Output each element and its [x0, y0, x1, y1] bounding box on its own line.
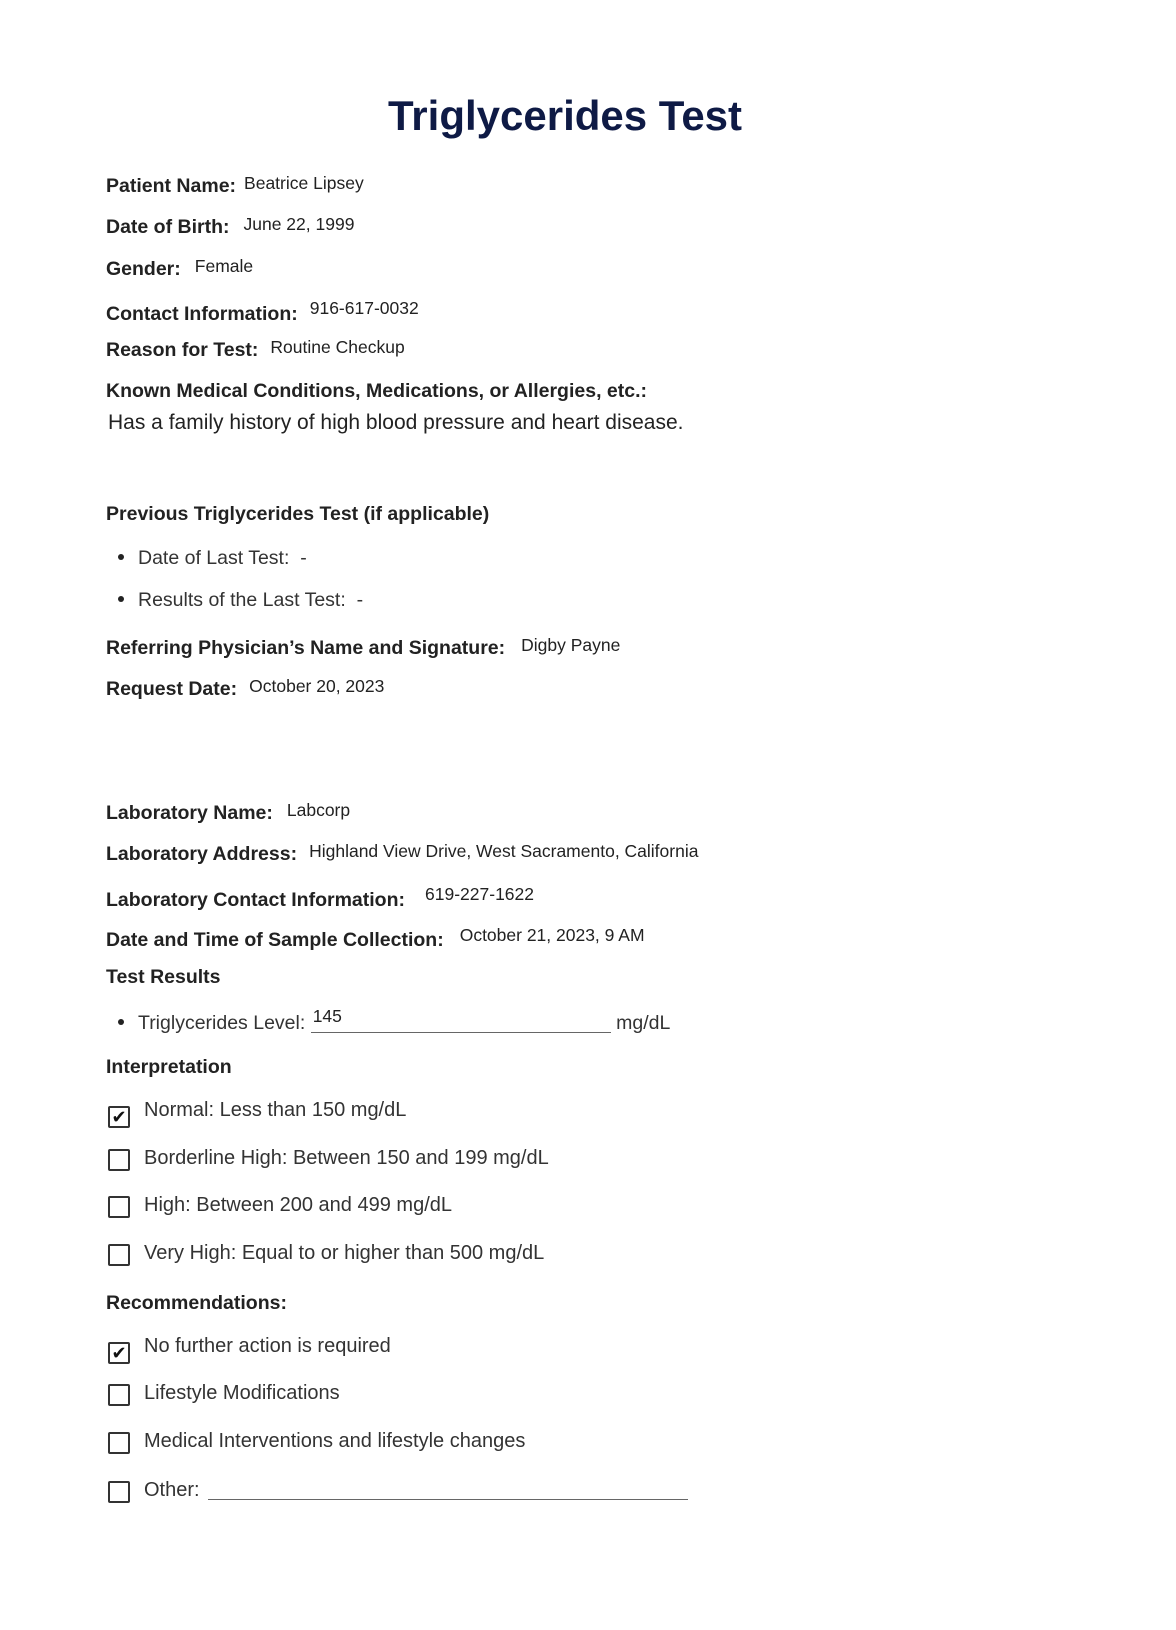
lab-name: Labcorp: [286, 800, 351, 820]
heading: Interpretation: [106, 1056, 232, 1078]
option-label: High: Between 200 and 499 mg/dL: [144, 1194, 452, 1216]
interpretation-heading: [106, 1058, 232, 1078]
value: -: [356, 589, 364, 611]
interpretation-option: [108, 1243, 544, 1266]
checkbox[interactable]: [108, 1244, 130, 1266]
checkbox[interactable]: [108, 1384, 130, 1406]
option-label: Other:: [144, 1479, 200, 1501]
checkbox[interactable]: [108, 1149, 130, 1171]
checkbox[interactable]: [108, 1432, 130, 1454]
label: Date of Last Test:: [138, 547, 290, 569]
option-label: Borderline High: Between 150 and 199 mg/dL: [144, 1147, 549, 1169]
option-label: Lifestyle Modifications: [144, 1382, 340, 1404]
label: Triglycerides Level:: [138, 1012, 306, 1034]
option-label: Very High: Equal to or higher than 500 mg/dL: [144, 1242, 545, 1264]
check-icon: ✔: [111, 1107, 127, 1127]
bullet: [118, 596, 124, 602]
dob: June 22, 1999: [243, 214, 355, 234]
interpretation-option: [108, 1195, 452, 1218]
label: Gender:: [106, 258, 181, 280]
label: Laboratory Name:: [106, 802, 273, 824]
checked-checkbox[interactable]: [108, 1106, 130, 1128]
contact-field: [106, 300, 419, 325]
label: Referring Physician’s Name and Signature:: [106, 637, 506, 659]
test-results-heading: [106, 968, 221, 988]
triglycerides-level: [118, 1006, 671, 1034]
gender: Female: [194, 256, 254, 276]
heading: Previous Triglycerides Test (if applicable): [106, 503, 490, 525]
bullet: [118, 554, 124, 560]
lab-contact: 619-227-1622: [425, 884, 534, 904]
last-test-date: [118, 549, 307, 569]
collection-datetime: October 21, 2023, 9 AM: [459, 925, 645, 945]
last-test-results: [118, 591, 363, 611]
option-label: Medical Interventions and lifestyle changes: [144, 1430, 526, 1452]
collection-field: [106, 927, 645, 951]
label: Date and Time of Sample Collection:: [106, 929, 444, 951]
recommendations-option: [108, 1431, 525, 1454]
recommendations-heading: [106, 1294, 287, 1314]
label: Reason for Test:: [106, 339, 259, 361]
unit: mg/dL: [616, 1012, 671, 1034]
page-title: Triglycerides Test: [387, 92, 743, 139]
option-label: No further action is required: [144, 1335, 391, 1357]
heading: Recommendations:: [106, 1292, 287, 1314]
gender-field: [106, 258, 253, 280]
label: Laboratory Contact Information:: [106, 889, 406, 911]
label: Date of Birth:: [106, 216, 230, 238]
dob-field: [106, 216, 354, 238]
heading: Test Results: [106, 966, 221, 988]
interpretation-option: [108, 1100, 406, 1128]
physician-field: [106, 637, 620, 659]
checkbox[interactable]: [108, 1481, 130, 1503]
label: Known Medical Conditions, Medications, or Allergies, etc.:: [106, 380, 648, 402]
value: -: [300, 547, 307, 569]
check-icon: ✔: [111, 1343, 127, 1363]
physician-name: Digby Payne: [521, 635, 621, 655]
recommendations-option: [108, 1336, 391, 1364]
recommendations-option: [108, 1479, 688, 1503]
label: Request Date:: [106, 678, 238, 700]
label: Patient Name:: [106, 175, 237, 197]
bullet: [118, 1019, 124, 1025]
conditions-label-row: [106, 382, 647, 402]
option-label: Normal: Less than 150 mg/dL: [144, 1099, 407, 1121]
lab-name-field: [106, 802, 350, 824]
other-input[interactable]: [208, 1479, 688, 1500]
label: Laboratory Address:: [106, 843, 298, 865]
reason: Routine Checkup: [270, 337, 405, 357]
interpretation-option: [108, 1148, 549, 1171]
level-value: 145: [312, 1006, 342, 1026]
request-date-field: [106, 678, 384, 700]
lab-contact-field: [106, 886, 534, 911]
checked-checkbox[interactable]: [108, 1342, 130, 1364]
patient-name-field: [106, 175, 364, 197]
label: Contact Information:: [106, 303, 298, 325]
checkbox[interactable]: [108, 1196, 130, 1218]
request-date: October 20, 2023: [249, 676, 385, 696]
conditions-text: Has a family history of high blood pressure and heart disease.: [108, 411, 684, 434]
patient-name: Beatrice Lipsey: [244, 173, 364, 193]
level-field[interactable]: [311, 1006, 611, 1033]
previous-test-heading: [106, 505, 489, 525]
reason-field: [106, 339, 405, 361]
lab-address-field: [106, 843, 698, 865]
label: Results of the Last Test:: [138, 589, 346, 611]
contact: 916-617-0032: [309, 298, 419, 318]
lab-address: Highland View Drive, West Sacramento, California: [309, 841, 699, 861]
recommendations-option: [108, 1383, 340, 1406]
